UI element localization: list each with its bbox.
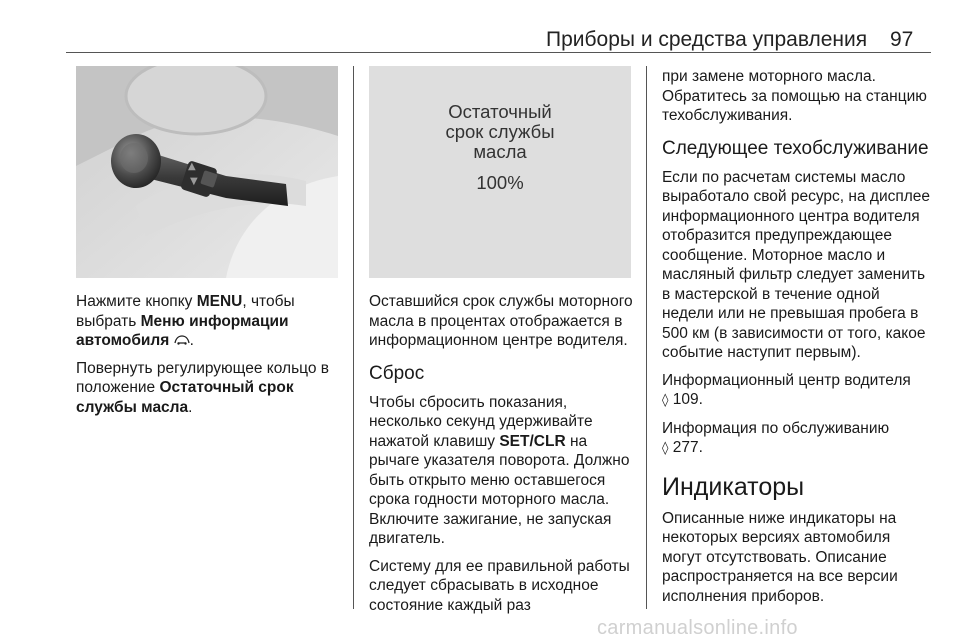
svg-text:▲: ▲: [188, 161, 196, 172]
header-divider: [66, 52, 931, 53]
page-reference-icon: ◊: [662, 393, 669, 408]
page-reference-link[interactable]: 109.: [672, 391, 703, 408]
column-divider: [646, 66, 647, 609]
menu-button-label: MENU: [196, 293, 243, 310]
section-heading-next-service: Следующее техобслуживание: [662, 137, 929, 159]
page-reference-icon: ◊: [662, 441, 669, 456]
watermark: carmanualsonline.info: [597, 617, 798, 639]
paragraph: при замене моторного масла. Обратитесь за помощью на станцию техобслуживания.: [662, 68, 927, 124]
paragraph: Оставшийся срок службы моторного масла в процентах отображается в информационном центре водителя.: [369, 293, 633, 349]
page-number: 97: [890, 28, 914, 51]
paragraph: Если по расчетам системы масло выработало свой ресурс, на дисплее информационного центра водителя отобразится предупреждающее сообщение. Моторное масло и масляный фильтр следует заменить в мастерской в течение одной недели или не превышая пробега в 500 км (в зависимости от того, какое событие наступит первым).: [662, 168, 931, 361]
column-3: [662, 67, 934, 614]
paragraph: Нажмите кнопку MENU, чтобы выбрать Меню информации автомобиля .: [76, 293, 295, 349]
column-divider: [353, 66, 354, 609]
paragraph: Информация по обслуживанию ◊ 277.: [662, 419, 890, 456]
paragraph: Повернуть регулирующее кольцо в положение Остаточный срок службы масла.: [76, 359, 330, 416]
display-title: Остаточный срок службы масла: [445, 101, 555, 162]
column-2: [369, 292, 637, 623]
paragraph: Систему для ее правильной работы следует сбрасывать в исходное состояние каждый раз: [369, 557, 630, 614]
page-header-title: Приборы и средства управления: [546, 28, 868, 51]
paragraph: Описанные ниже индикаторы на некоторых версиях автомобиля могут отсутствовать. Описание распространяется на все версии исполнения приборов.: [662, 509, 898, 605]
paragraph: Информационный центр водителя ◊ 109.: [662, 371, 911, 408]
display-oil-life-value: 100%: [476, 172, 524, 193]
column-1: [76, 292, 344, 425]
turn-signal-lever-photo: [76, 66, 338, 278]
svg-text:▼: ▼: [190, 176, 198, 187]
paragraph: Чтобы сбросить показания, несколько секунд удерживайте нажатой клавишу SET/CLR на рычаге указателя поворота. Должно быть открыто меню оставшегося срока годности моторного масла. Включите зажигание, не запуская двигатель.: [369, 393, 630, 547]
oil-life-display: [369, 66, 631, 278]
vehicle-info-icon: [169, 332, 189, 349]
page-reference-link[interactable]: 277.: [672, 439, 703, 456]
set-clr-key-label: SET/CLR: [499, 432, 566, 450]
section-heading-indicators: Индикаторы: [662, 472, 805, 501]
section-heading-reset: Сброс: [369, 362, 425, 384]
